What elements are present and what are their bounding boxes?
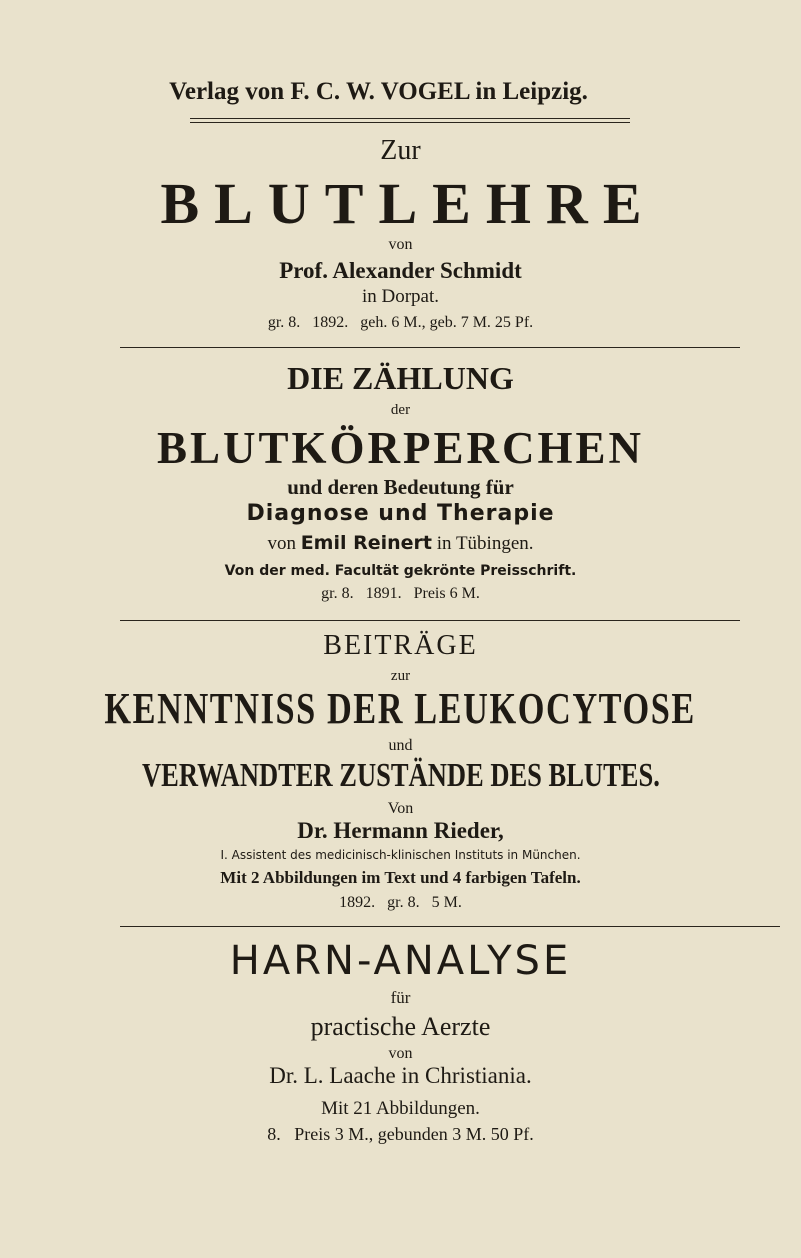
book1-pre-title: Zur [380,135,421,166]
book1-author: Prof. Alexander Schmidt [279,258,522,283]
book4-by: von [388,1045,413,1062]
book2-connector: der [390,402,411,418]
book1-location: in Dorpat. [361,286,440,307]
book4-subtitle: practische Aerzte [310,1012,491,1041]
header-rule-2 [190,122,630,123]
book2-author-line [0,532,801,555]
book2-subtitle2: Diagnose und Therapie [246,501,555,526]
book2-author: Emil Reinert [300,532,433,554]
book4-title: HARN-ANALYSE [229,938,572,984]
header-rule [190,118,630,119]
book2-note: Von der med. Facultät gekrönte Preisschrift. [224,563,577,579]
book2-subtitle: und deren Bedeutung für [287,475,514,499]
divider-3 [120,926,780,927]
book2-title-line1: DIE ZÄHLUNG [287,360,514,396]
book3-connector2: und [388,737,413,754]
book4-illustrations: Mit 21 Abbildungen. [321,1098,480,1119]
publisher-header: Verlag von F. C. W. VOGEL in Leipzig. [169,78,588,105]
book4-details: 8. Preis 3 M., gebunden 3 M. 50 Pf. [267,1124,534,1144]
book2-details: gr. 8. 1891. Preis 6 M. [321,585,480,602]
book3-by: Von [387,800,414,817]
book3-title-line3: VERWANDTER ZUSTÄNDE DES BLUTES. [141,757,660,794]
book4-connector: für [390,988,411,1007]
book1-by: von [388,236,413,253]
book3-illustrations: Mit 2 Abbildungen im Text und 4 farbigen Tafeln. [220,868,581,887]
book1-title: BLUTLEHRE [160,171,657,236]
book3-details: 1892. gr. 8. 5 M. [339,894,462,911]
divider-1 [120,347,740,348]
book2-author-suffix: in Tübingen. [436,533,534,554]
book3-title-line3-wrap [0,755,801,795]
book2-title-line2: BLUTKÖRPERCHEN [156,423,645,473]
book3-title-line2-wrap [0,683,801,734]
book3-connector: zur [390,668,411,684]
book3-title-line2: KENNTNISS DER LEUKOCYTOSE [104,684,697,733]
book4-author: Dr. L. Laache in Christiania. [269,1063,532,1088]
book2-author-prefix: von [267,533,296,554]
divider-2 [120,620,740,621]
book3-title-line1: BEITRÄGE [323,630,478,661]
book3-author: Dr. Hermann Rieder, [297,818,504,843]
book3-affiliation: I. Assistent des medicinisch-klinischen Instituts in München. [220,848,581,862]
book1-details: gr. 8. 1892. geh. 6 M., geb. 7 M. 25 Pf. [267,314,534,331]
